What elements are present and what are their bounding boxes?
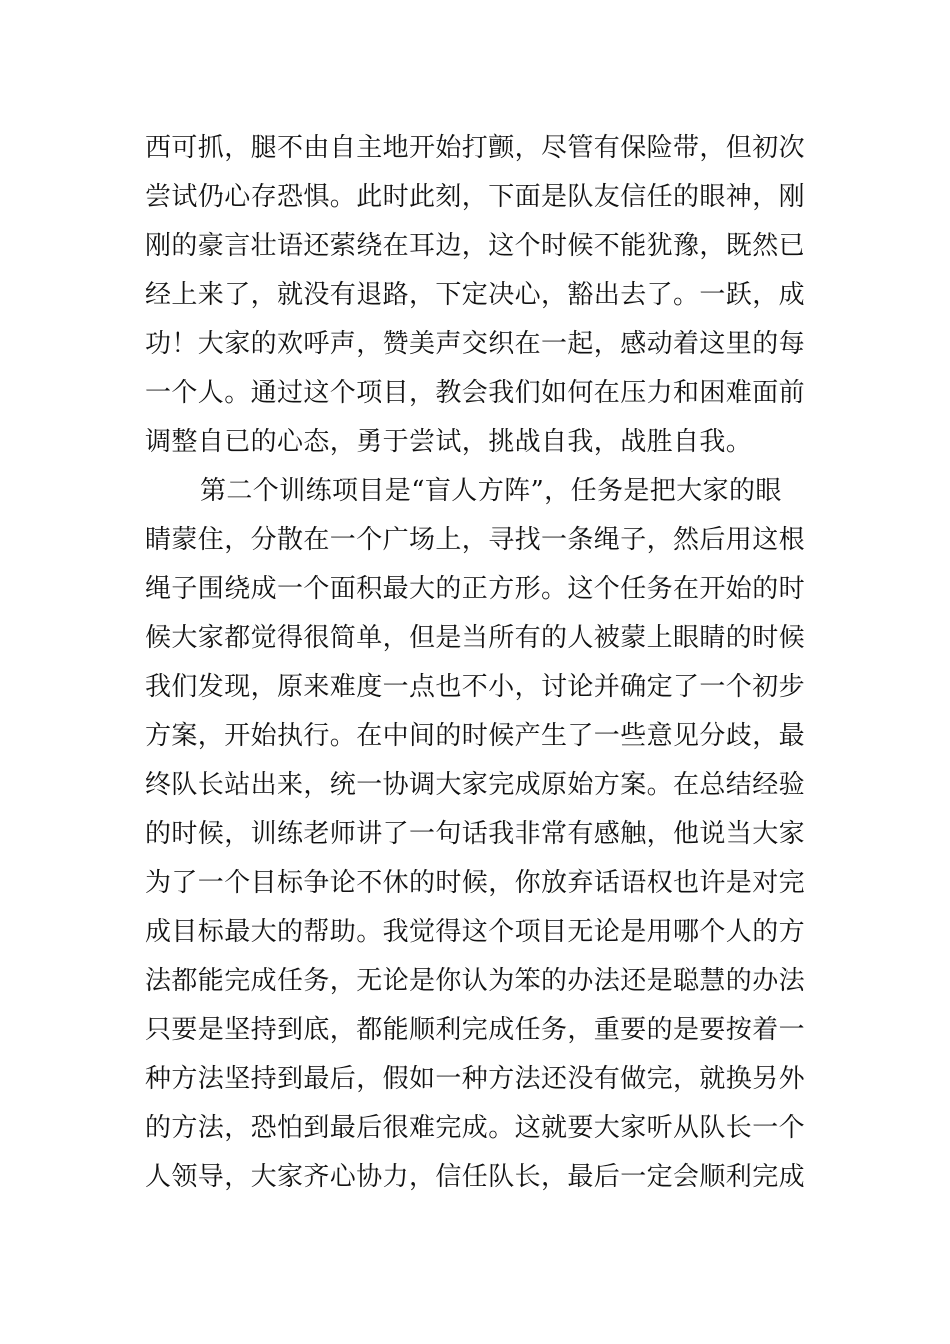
text-line: 刚的豪言壮语还萦绕在耳边，这个时候不能犹豫，既然已 (145, 231, 806, 261)
text-line: 种方法坚持到最后，假如一种方法还没有做完，就换另外 (145, 1064, 806, 1094)
text-line: 候大家都觉得很简单，但是当所有的人被蒙上眼睛的时候 (145, 623, 806, 653)
text-line: 的方法，恐怕到最后很难完成。这就要大家听从队长一个 (145, 1113, 806, 1143)
text-line: 调整自已的心态，勇于尝试，挑战自我，战胜自我。 (145, 427, 753, 457)
text-line: 方案，开始执行。在中间的时候产生了一些意见分歧，最 (145, 721, 806, 751)
text-line: 经上来了，就没有退路，下定决心，豁出去了。一跃，成 (145, 280, 806, 310)
text-line: 功！大家的欢呼声，赞美声交织在一起，感动着这里的每 (145, 329, 806, 359)
text-line: 人领导，大家齐心协力，信任队长，最后一定会顺利完成 (145, 1162, 806, 1192)
text-line: 一个人。通过这个项目，教会我们如何在压力和困难面前 (145, 378, 806, 408)
text-line: 睛蒙住，分散在一个广场上，寻找一条绳子，然后用这根 (145, 525, 806, 555)
text-line: 尝试仍心存恐惧。此时此刻，下面是队友信任的眼神，刚 (145, 182, 806, 212)
text-line: 法都能完成任务，无论是你认为笨的办法还是聪慧的办法 (145, 966, 806, 996)
text-line: 的时候，训练老师讲了一句话我非常有感触，他说当大家 (145, 819, 806, 849)
text-line: 只要是坚持到底，都能顺利完成任务，重要的是要按着一 (145, 1015, 806, 1045)
text-line: 西可抓，腿不由自主地开始打颤，尽管有保险带，但初次 (145, 133, 806, 163)
body-text (145, 124, 815, 1202)
text-line: 成目标最大的帮助。我觉得这个项目无论是用哪个人的方 (145, 917, 806, 947)
text-line: 为了一个目标争论不休的时候，你放弃话语权也许是对完 (145, 868, 806, 898)
text-line: 我们发现，原来难度一点也不小，讨论并确定了一个初步 (145, 672, 806, 702)
text-line: 终队长站出来，统一协调大家完成原始方案。在总结经验 (145, 770, 806, 800)
text-line: 绳子围绕成一个面积最大的正方形。这个任务在开始的时 (145, 574, 806, 604)
paragraph-start-line: 第二个训练项目是“盲人方阵”，任务是把大家的眼 (200, 476, 782, 506)
